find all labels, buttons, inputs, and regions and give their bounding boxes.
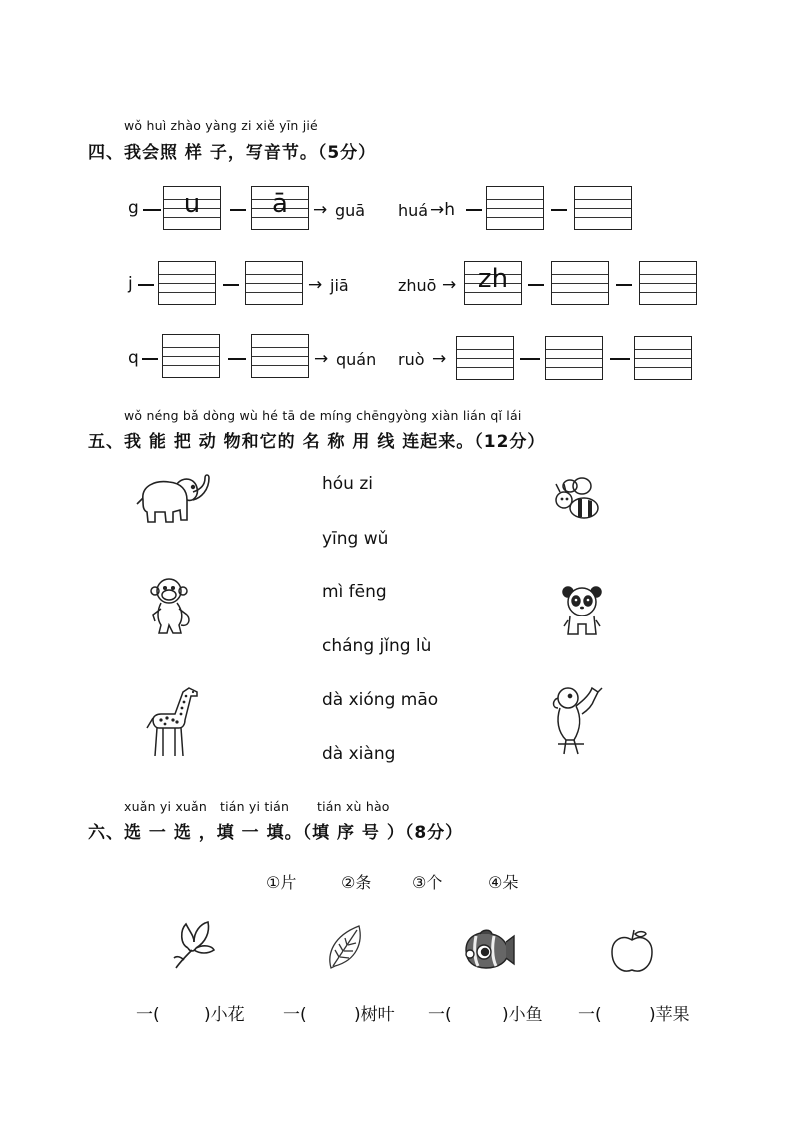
answer-box[interactable] — [634, 336, 692, 380]
flower-icon — [172, 918, 218, 970]
leaf-icon — [325, 924, 365, 970]
answer-box[interactable] — [158, 261, 216, 305]
apple-icon — [608, 928, 656, 976]
fish-icon — [460, 926, 516, 972]
row2-right-start: zhuō — [398, 276, 437, 295]
dash — [551, 209, 567, 211]
box-text: u — [183, 189, 201, 219]
section4-title: 四、我会照 样 子，写音节。（5分） — [88, 143, 377, 163]
elephant-icon — [133, 470, 215, 530]
option-1: ①片 — [266, 873, 297, 892]
section4-pinyin: wǒ huì zhào yàng zi xiě yīn jié — [124, 118, 318, 133]
blank-2-prefix: 一( — [283, 1005, 307, 1025]
arrow: →h — [430, 200, 456, 220]
answer-box[interactable] — [551, 261, 609, 305]
answer-box[interactable] — [163, 186, 221, 230]
dash — [528, 284, 544, 286]
answer-box[interactable] — [456, 336, 514, 380]
dash — [143, 209, 161, 211]
row2-result: jiā — [330, 276, 349, 295]
box-text: ā — [272, 189, 288, 219]
dash — [223, 284, 239, 286]
word-6: dà xiàng — [322, 744, 396, 764]
bee-icon — [552, 474, 606, 524]
answer-box[interactable] — [245, 261, 303, 305]
dash — [138, 284, 154, 286]
arrow: → — [313, 200, 328, 220]
row3-right-start: ruò — [398, 350, 425, 369]
section6-pinyin-a: xuǎn yi xuǎn — [124, 799, 208, 814]
arrow: → — [442, 275, 457, 295]
blank-2-suffix: )树叶 — [354, 1005, 395, 1025]
section6-pinyin-c: tián xù hào — [317, 799, 390, 814]
row1-right-start: huá — [398, 201, 429, 220]
blank-4-prefix: 一( — [578, 1005, 602, 1025]
row1-result: guā — [335, 201, 366, 220]
arrow: → — [432, 349, 447, 369]
monkey-icon — [145, 575, 195, 637]
arrow: → — [314, 349, 329, 369]
parrot-icon — [548, 684, 606, 758]
giraffe-icon — [145, 684, 203, 760]
row1-start: g — [128, 198, 139, 218]
answer-box[interactable] — [251, 186, 309, 230]
option-2: ②条 — [341, 873, 372, 892]
dash — [616, 284, 632, 286]
dash — [142, 358, 158, 360]
word-5: dà xióng māo — [322, 690, 439, 710]
arrow: → — [308, 275, 323, 295]
blank-1-suffix: )小花 — [204, 1005, 245, 1025]
answer-box[interactable] — [639, 261, 697, 305]
option-3: ③个 — [412, 873, 443, 892]
section5-pinyin: wǒ néng bǎ dòng wù hé tā de míng chēngyòng xiàn lián qǐ lái — [124, 408, 522, 423]
row2-start: j — [128, 274, 133, 294]
dash — [520, 358, 540, 360]
option-4: ④朵 — [488, 873, 519, 892]
section5-title: 五、我 能 把 动 物和它的 名 称 用 线 连起来。（12分） — [88, 432, 546, 452]
row3-result: quán — [336, 350, 377, 369]
answer-box[interactable] — [574, 186, 632, 230]
dash — [610, 358, 630, 360]
blank-4-suffix: )苹果 — [649, 1005, 690, 1025]
word-2: yīng wǔ — [322, 529, 389, 549]
answer-box[interactable] — [464, 261, 522, 305]
blank-1-prefix: 一( — [136, 1005, 160, 1025]
section6-title: 六、选 一 选 ，填 一 填。（填 序 号 ）（8分） — [88, 823, 464, 843]
dash — [228, 358, 246, 360]
blank-3-prefix: 一( — [428, 1005, 452, 1025]
panda-icon — [560, 584, 604, 636]
answer-box[interactable] — [486, 186, 544, 230]
word-3: mì fēng — [322, 582, 387, 602]
dash — [230, 209, 246, 211]
answer-box[interactable] — [251, 334, 309, 378]
section6-pinyin-b: tián yi tián — [220, 799, 290, 814]
row3-start: q — [128, 348, 139, 368]
word-4: cháng jǐng lù — [322, 636, 432, 656]
answer-box[interactable] — [545, 336, 603, 380]
blank-3-suffix: )小鱼 — [502, 1005, 543, 1025]
word-1: hóu zi — [322, 474, 373, 494]
dash — [466, 209, 482, 211]
box-text: zh — [477, 264, 509, 294]
answer-box[interactable] — [162, 334, 220, 378]
